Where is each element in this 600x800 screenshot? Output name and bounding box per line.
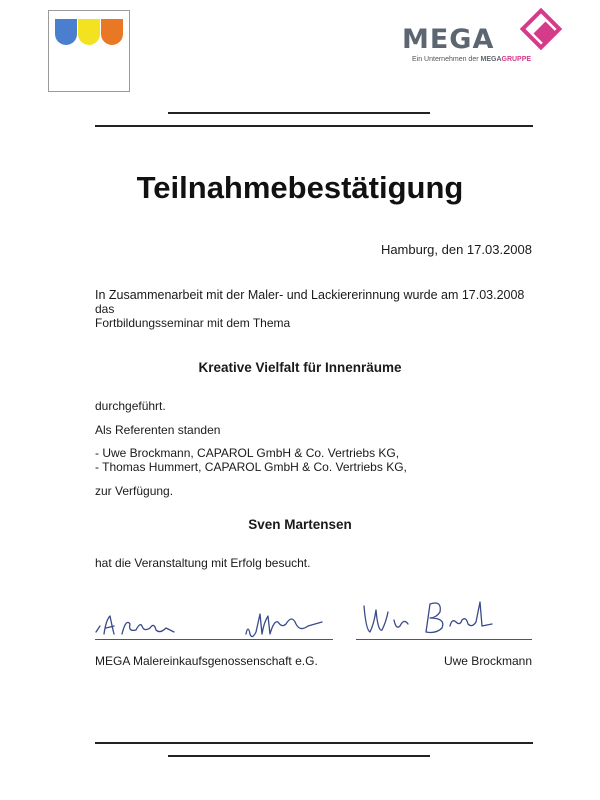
speakers-intro: Als Referenten standen	[95, 423, 221, 437]
blue-shield-icon	[55, 19, 77, 45]
availability-text: zur Verfügung.	[95, 484, 174, 498]
signature-name-right: Uwe Brockmann	[443, 654, 532, 668]
signature-line-right	[356, 639, 532, 640]
intro-line-2: das	[95, 302, 115, 316]
mega-logo	[398, 10, 578, 70]
intro-line-1: In Zusammenarbeit mit der Maler- und Lackiererinnung wurde am 17.03.2008	[95, 288, 525, 302]
signature-middle-icon	[242, 604, 332, 644]
participant-name: Sven Martensen	[248, 517, 352, 532]
signature-right-icon	[356, 596, 496, 642]
performed-text: durchgeführt.	[95, 399, 166, 413]
bottom-rule-short	[168, 755, 430, 757]
orange-shield-icon	[101, 19, 123, 45]
mega-tagline	[412, 56, 531, 63]
tagline-brand: MEGA	[480, 56, 502, 63]
signature-line-left	[95, 639, 333, 640]
bottom-rule-long	[95, 742, 533, 744]
top-rule-short	[168, 112, 430, 114]
mega-wordmark: MEGA	[402, 24, 495, 55]
document-title: Teilnahmebestätigung	[136, 170, 464, 205]
success-text: hat die Veranstaltung mit Erfolg besucht.	[95, 556, 311, 570]
tagline-prefix: Ein Unternehmen der	[412, 56, 479, 63]
yellow-shield-icon	[78, 19, 100, 45]
place-date: Hamburg, den 17.03.2008	[380, 242, 532, 257]
speaker-1: - Uwe Brockmann, CAPAROL GmbH & Co. Vertriebs KG,	[95, 446, 400, 460]
intro-line-3: Fortbildungsseminar mit dem Thema	[95, 316, 291, 330]
signature-org-left: MEGA Malereinkaufsgenossenschaft e.G.	[95, 654, 318, 668]
top-rule-long	[95, 125, 533, 127]
speaker-2: - Thomas Hummert, CAPAROL GmbH & Co. Vertriebs KG,	[95, 460, 407, 474]
company-logo	[48, 10, 130, 92]
tagline-accent: GRUPPE	[501, 56, 532, 63]
seminar-topic: Kreative Vielfalt für Innenräume	[198, 360, 402, 375]
